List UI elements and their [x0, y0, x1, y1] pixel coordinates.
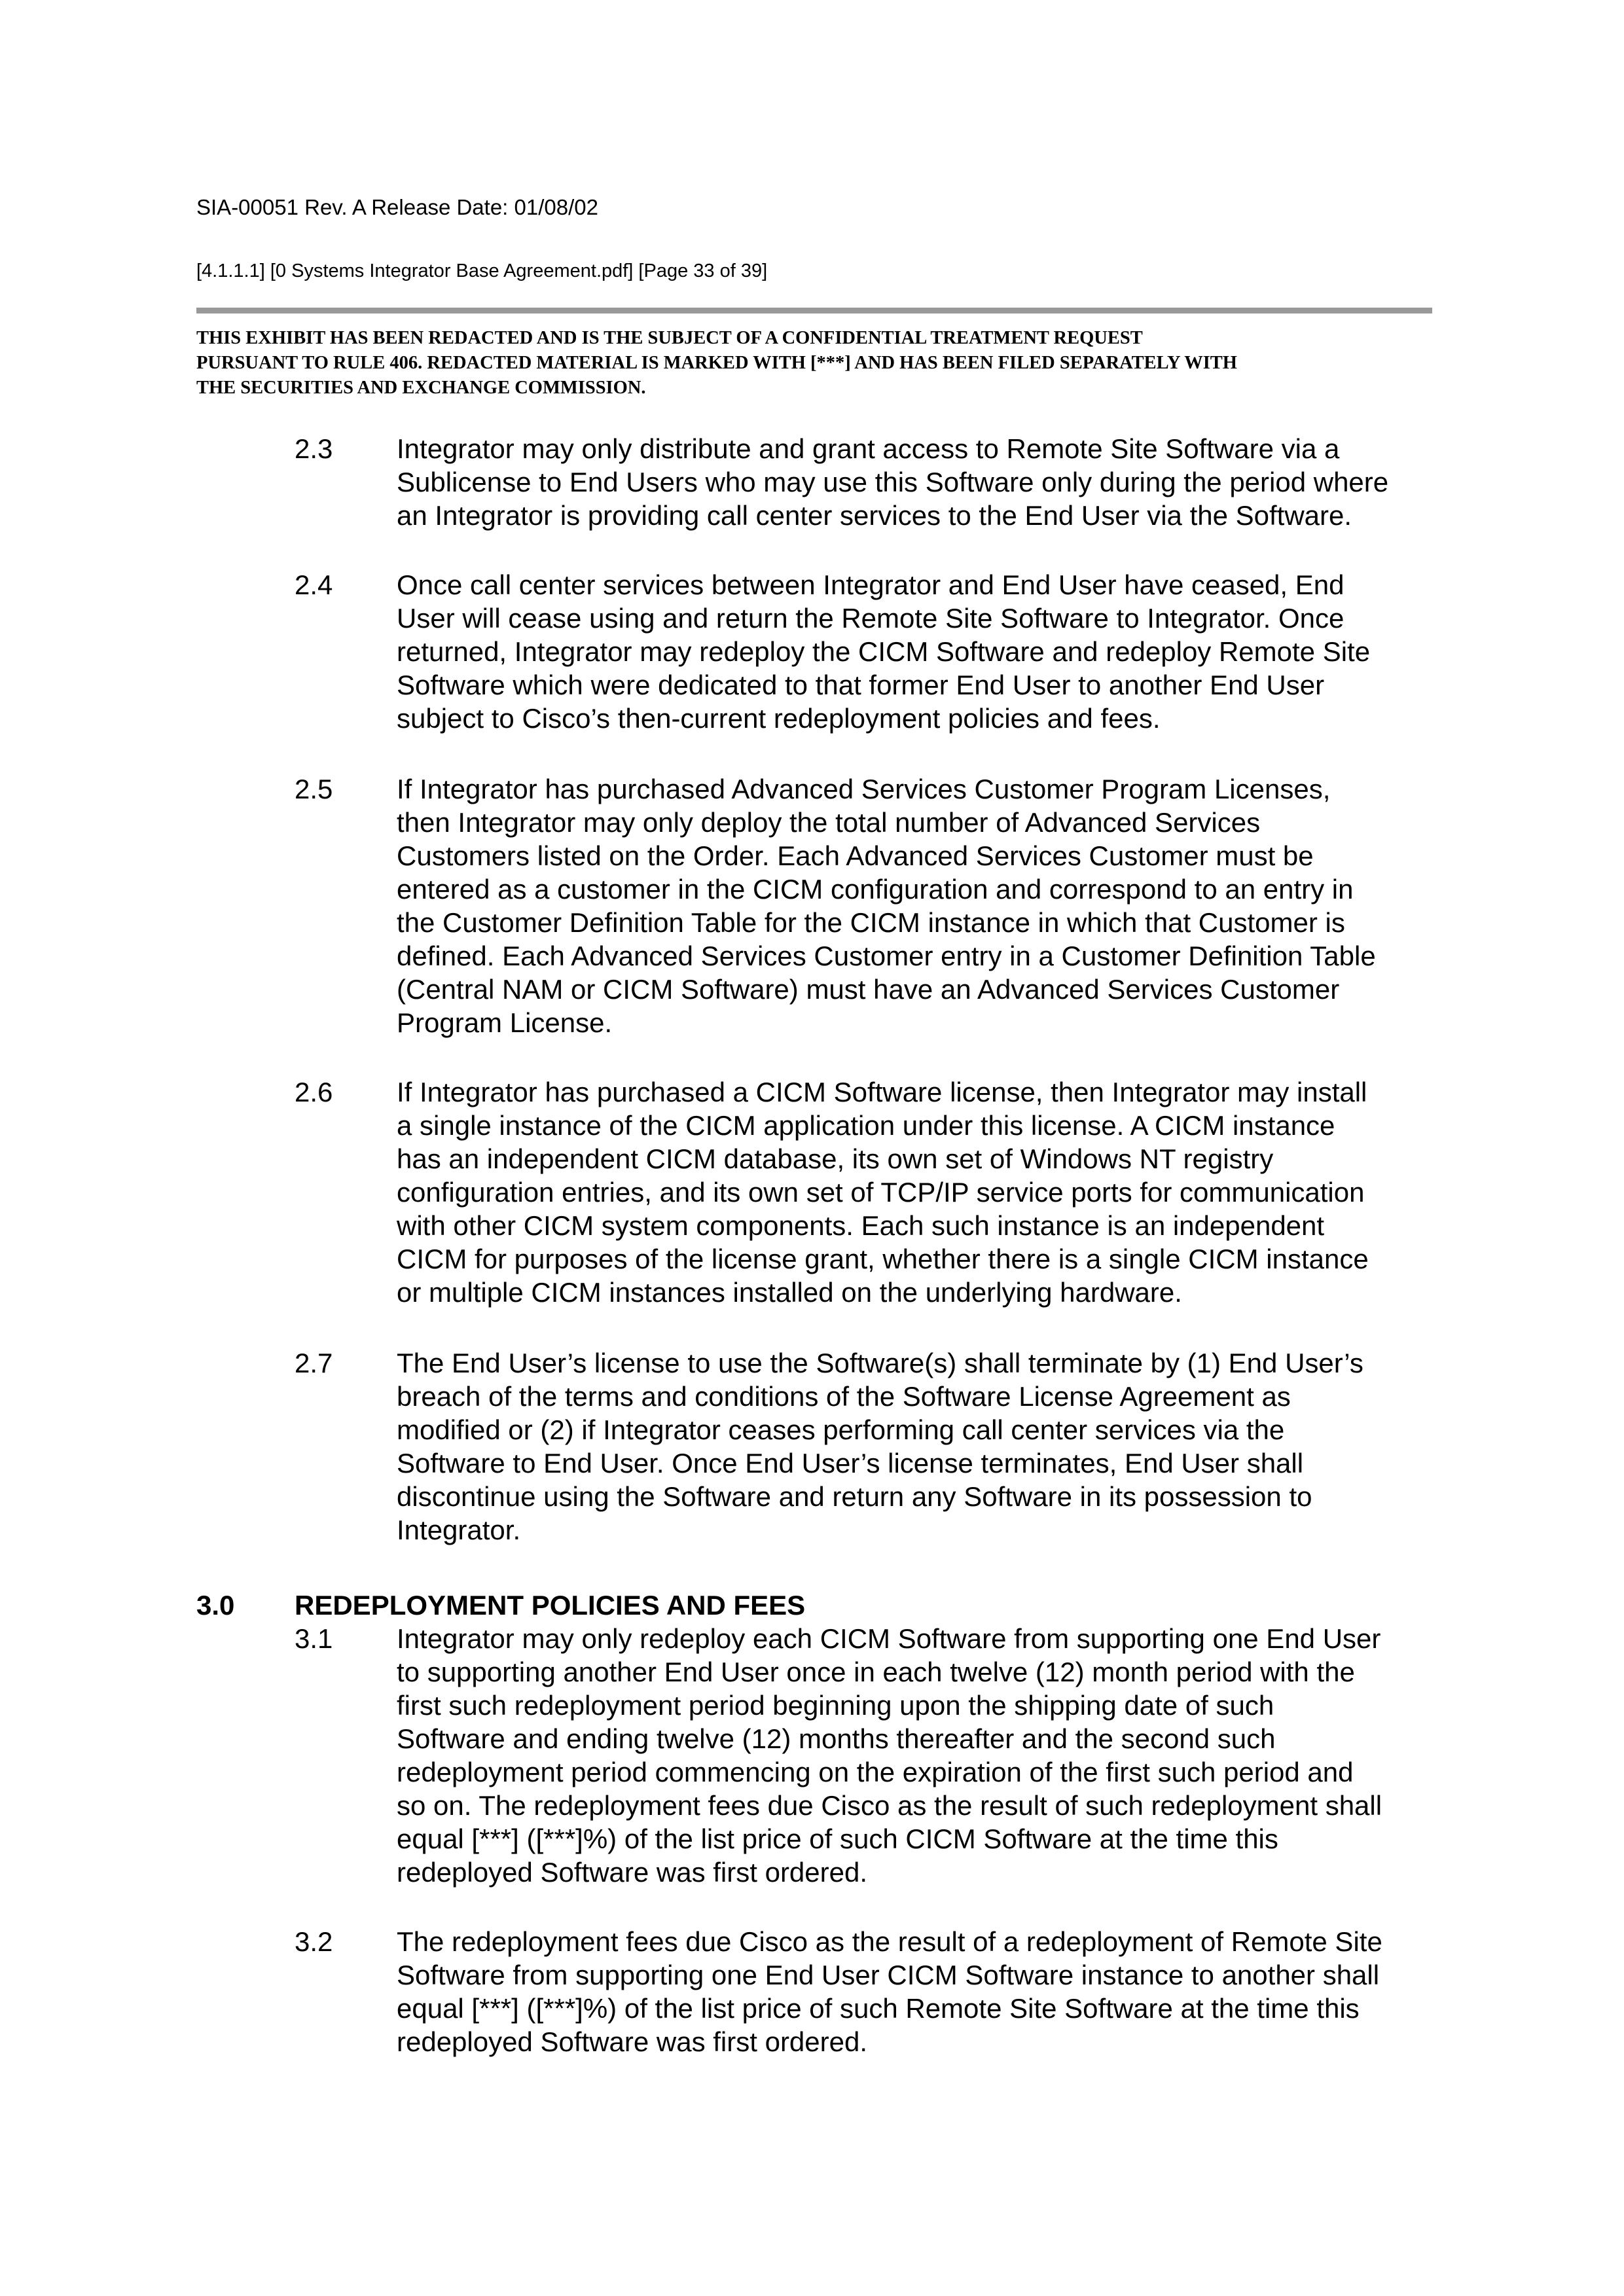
- clause-line: returned, Integrator may redeploy the CICM Software and redeploy Remote Site: [397, 636, 1371, 667]
- redaction-notice: [196, 326, 1440, 401]
- clause-line: Once call center services between Integrator and End User have ceased, End: [397, 569, 1344, 600]
- clause-number: 2.5: [295, 774, 333, 804]
- clause-line: Integrator may only redeploy each CICM Software from supporting one End User: [397, 1623, 1381, 1654]
- clause-line: first such redeployment period beginning upon the shipping date of such: [397, 1690, 1274, 1721]
- clause-number: 2.6: [295, 1077, 333, 1107]
- clause-line: then Integrator may only deploy the total number of Advanced Services: [397, 807, 1261, 838]
- notice-line: THE SECURITIES AND EXCHANGE COMMISSION.: [196, 378, 646, 398]
- clause-line: equal [***] ([***]%) of the list price of such CICM Software at the time this: [397, 1823, 1278, 1854]
- clause-line: an Integrator is providing call center services to the End User via the Software.: [397, 500, 1352, 531]
- clause-text: [397, 1925, 1382, 2058]
- clause-number: 2.3: [295, 433, 333, 464]
- clause-line: Customers listed on the Order. Each Advanced Services Customer must be: [397, 840, 1314, 871]
- clause-line: If Integrator has purchased a CICM Software license, then Integrator may install: [397, 1077, 1367, 1107]
- clause-line: equal [***] ([***]%) of the list price of such Remote Site Software at the time this: [397, 1993, 1360, 2024]
- clause-line: to supporting another End User once in each twelve (12) month period with the: [397, 1657, 1355, 1687]
- notice-line: PURSUANT TO RULE 406. REDACTED MATERIAL IS MARKED WITH [***] AND HAS BEEN FILED SEPARATELY WITH: [196, 353, 1237, 373]
- clause-line: The redeployment fees due Cisco as the result of a redeployment of Remote Site: [397, 1926, 1382, 1957]
- clause-line: User will cease using and return the Remote Site Software to Integrator. Once: [397, 603, 1344, 634]
- clause-line: has an independent CICM database, its own set of Windows NT registry: [397, 1143, 1274, 1174]
- clause-text: [397, 568, 1370, 735]
- clause-line: so on. The redeployment fees due Cisco as the result of such redeployment shall: [397, 1790, 1382, 1821]
- clause-text: [397, 1622, 1382, 1889]
- clause-text: [397, 772, 1376, 1039]
- clause-text: [397, 1346, 1363, 1547]
- clause-line: (Central NAM or CICM Software) must have an Advanced Services Customer: [397, 974, 1340, 1005]
- clause-number: 2.4: [295, 569, 333, 600]
- section-heading: [196, 1588, 805, 1622]
- clause-line: modified or (2) if Integrator ceases performing call center services via the: [397, 1414, 1285, 1445]
- source-reference: [4.1.1.1] [0 Systems Integrator Base Agreement.pdf] [Page 33 of 39]: [196, 260, 768, 281]
- clause-line: or multiple CICM instances installed on the underlying hardware.: [397, 1277, 1182, 1308]
- clause-line: Software and ending twelve (12) months thereafter and the second such: [397, 1723, 1276, 1754]
- clause-line: discontinue using the Software and return any Software in its possession to: [397, 1481, 1312, 1512]
- clause-line: with other CICM system components. Each such instance is an independent: [397, 1210, 1325, 1241]
- clause-line: the Customer Definition Table for the CICM instance in which that Customer is: [397, 907, 1345, 938]
- clause-line: configuration entries, and its own set of TCP/IP service ports for communication: [397, 1177, 1365, 1208]
- clause-line: entered as a customer in the CICM configuration and correspond to an entry in: [397, 874, 1354, 905]
- section-title: REDEPLOYMENT POLICIES AND FEES: [295, 1590, 806, 1621]
- clause-line: Integrator may only distribute and grant access to Remote Site Software via a: [397, 433, 1340, 464]
- clause-number: 2.7: [295, 1348, 333, 1378]
- clause-number: 3.2: [295, 1926, 333, 1957]
- clause-line: breach of the terms and conditions of the Software License Agreement as: [397, 1381, 1291, 1412]
- clause-line: subject to Cisco’s then-current redeployment policies and fees.: [397, 703, 1161, 734]
- clause-line: Software to End User. Once End User’s license terminates, End User shall: [397, 1448, 1304, 1479]
- clause-text: [397, 432, 1388, 532]
- section-number: 3.0: [196, 1590, 235, 1621]
- clause-line: a single instance of the CICM application under this license. A CICM instance: [397, 1110, 1335, 1141]
- document-id: SIA-00051 Rev. A Release Date: 01/08/02: [196, 195, 598, 219]
- clause-line: Program License.: [397, 1007, 613, 1038]
- clause-line: redeployment period commencing on the expiration of the first such period and: [397, 1757, 1354, 1787]
- clause-line: Integrator.: [397, 1515, 521, 1545]
- clause-line: redeployed Software was first ordered.: [397, 2026, 868, 2057]
- clause-line: redeployed Software was first ordered.: [397, 1857, 868, 1888]
- clause-line: If Integrator has purchased Advanced Services Customer Program Licenses,: [397, 774, 1331, 804]
- notice-line: THIS EXHIBIT HAS BEEN REDACTED AND IS THE SUBJECT OF A CONFIDENTIAL TREATMENT REQUEST: [196, 328, 1143, 348]
- clause-line: The End User’s license to use the Software(s) shall terminate by (1) End User’s: [397, 1348, 1363, 1378]
- clause-line: Sublicense to End Users who may use this Software only during the period where: [397, 467, 1389, 497]
- clause-text: [397, 1075, 1369, 1309]
- clause-line: defined. Each Advanced Services Customer entry in a Customer Definition Table: [397, 941, 1376, 971]
- clause-line: Software from supporting one End User CICM Software instance to another shall: [397, 1960, 1380, 1990]
- clause-number: 3.1: [295, 1623, 333, 1654]
- clause-line: CICM for purposes of the license grant, whether there is a single CICM instance: [397, 1244, 1369, 1274]
- clause-line: Software which were dedicated to that former End User to another End User: [397, 670, 1325, 700]
- header-divider: [196, 308, 1432, 314]
